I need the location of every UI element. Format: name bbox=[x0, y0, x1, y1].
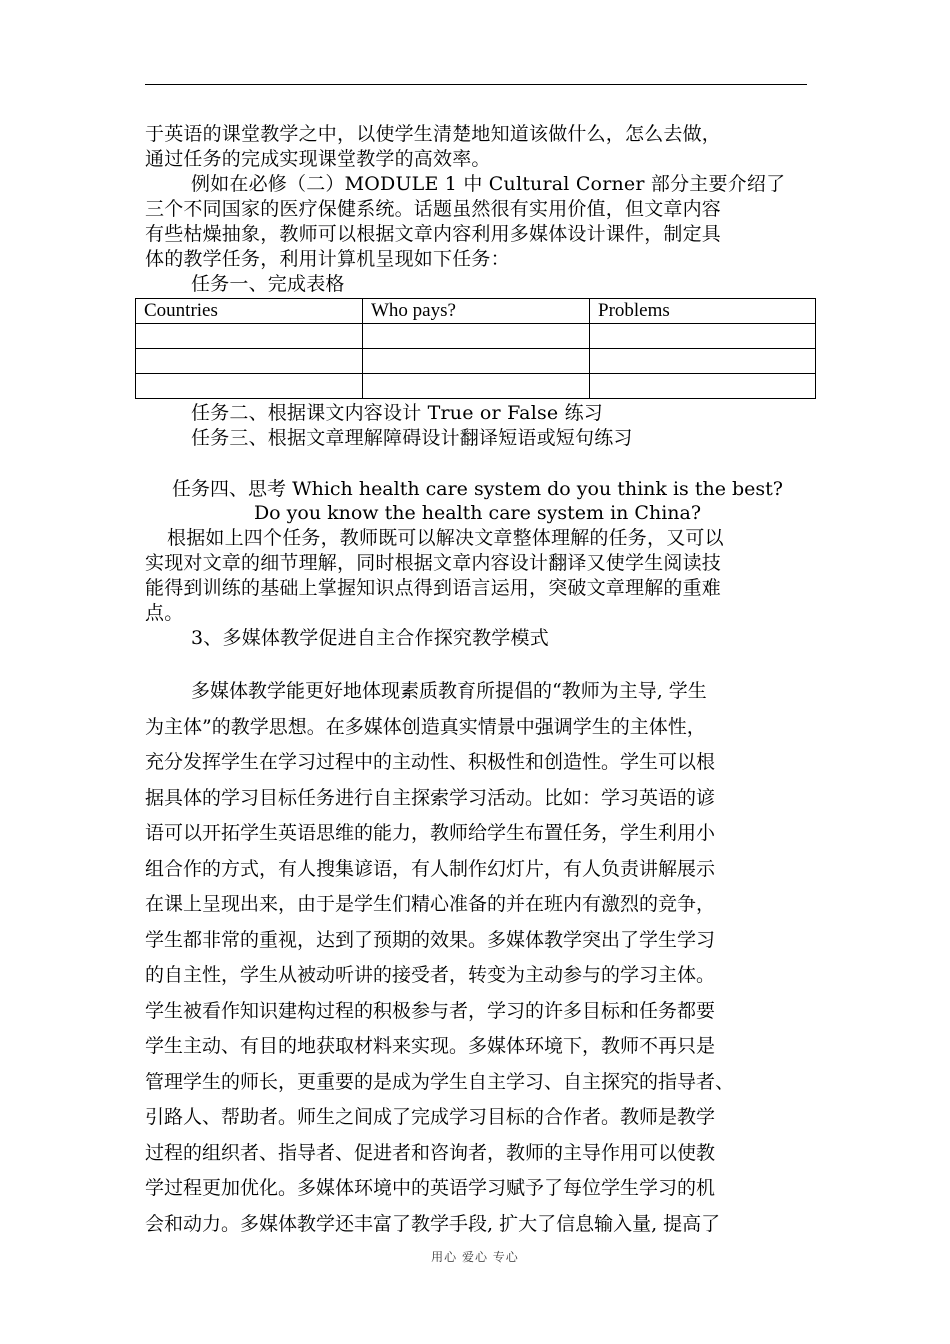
table-cell bbox=[590, 374, 816, 399]
table-cell bbox=[136, 324, 363, 349]
text-line: 的自主性，学生从被动听讲的接受者，转变为主动参与的学习主体。 bbox=[145, 964, 716, 986]
summary-paragraph bbox=[145, 526, 810, 626]
text-line: 在课上呈现出来，由于是学生们精心准备的并在班内有激烈的竞争， bbox=[145, 893, 716, 915]
text-line: 实现对文章的细节理解，同时根据文章内容设计翻译又使学生阅读技 bbox=[145, 552, 722, 574]
table-header-problems: Problems bbox=[590, 299, 816, 324]
section-heading-block bbox=[145, 626, 810, 651]
table-row bbox=[136, 349, 816, 374]
text-line: 三个不同国家的医疗保健系统。话题虽然很有实用价值，但文章内容 bbox=[145, 198, 722, 220]
table-cell bbox=[136, 374, 363, 399]
task4-line2: Do you know the health care system in China? bbox=[253, 502, 702, 524]
table-header-row bbox=[136, 299, 816, 324]
text-line: 学生被看作知识建构过程的积极参与者，学习的许多目标和任务都要 bbox=[145, 999, 716, 1022]
section-heading: 3、多媒体教学促进自主合作探究教学模式 bbox=[191, 627, 549, 649]
task4-line1: 任务四、思考 Which health care system do you think is the best? bbox=[172, 478, 783, 500]
text-line: 于英语的课堂教学之中，以使学生清楚地知道该做什么，怎么去做， bbox=[145, 123, 722, 145]
text-line: 例如在必修（二）MODULE 1 中 Cultural Corner 部分主要介绍了 bbox=[191, 173, 786, 195]
header-rule bbox=[145, 84, 807, 85]
table-cell bbox=[136, 349, 363, 374]
text-line: 学生都非常的重视，达到了预期的效果。多媒体教学突出了学生学习 bbox=[145, 928, 716, 951]
text-line: 管理学生的师长，更重要的是成为学生自主学习、自主探究的指导者、 bbox=[145, 1070, 735, 1093]
table-row bbox=[136, 374, 816, 399]
text-line: 通过任务的完成实现课堂教学的高效率。 bbox=[145, 148, 491, 170]
task1-label: 任务一、完成表格 bbox=[191, 273, 345, 295]
text-line: 点。 bbox=[145, 602, 184, 624]
text-line: 过程的组织者、指导者、促进者和咨询者，教师的主导作用可以使教 bbox=[145, 1141, 716, 1164]
text-line: 学生主动、有目的地获取材料来实现。多媒体环境下，教师不再只是 bbox=[145, 1035, 716, 1057]
text-line: 为主体”的教学思想。在多媒体创造真实情景中强调学生的主体性， bbox=[145, 715, 706, 738]
tasks-block bbox=[145, 401, 810, 451]
table-cell bbox=[363, 324, 590, 349]
text-line: 组合作的方式，有人搜集谚语，有人制作幻灯片，有人负责讲解展示 bbox=[145, 857, 716, 880]
text-line: 多媒体教学能更好地体现素质教育所提倡的“教师为主导, 学生 bbox=[191, 680, 707, 702]
table-header-countries: Countries bbox=[136, 299, 363, 324]
table-cell bbox=[363, 374, 590, 399]
text-line: 会和动力。多媒体教学还丰富了教学手段, 扩大了信息输入量, 提高了 bbox=[145, 1212, 721, 1235]
text-line: 引路人、帮助者。师生之间成了完成学习目标的合作者。教师是教学 bbox=[145, 1106, 716, 1128]
table-row bbox=[136, 324, 816, 349]
text-line: 据具体的学习目标任务进行自主探索学习活动。比如：学习英语的谚 bbox=[145, 786, 716, 809]
text-line: 有些枯燥抽象，教师可以根据文章内容利用多媒体设计课件，制定具 bbox=[145, 223, 722, 245]
main-paragraph bbox=[145, 674, 815, 1242]
intro-paragraph bbox=[145, 122, 810, 297]
text-line: 体的教学任务，利用计算机呈现如下任务： bbox=[145, 248, 510, 270]
table-header-who-pays: Who pays? bbox=[363, 299, 590, 324]
text-line: 能得到训练的基础上掌握知识点得到语言运用，突破文章理解的重难 bbox=[145, 577, 722, 599]
table-cell bbox=[363, 349, 590, 374]
text-line: 学过程更加优化。多媒体环境中的英语学习赋予了每位学生学习的机 bbox=[145, 1177, 716, 1199]
table-cell bbox=[590, 349, 816, 374]
task-table bbox=[135, 298, 816, 399]
table-cell bbox=[590, 324, 816, 349]
page-footer: 用心 爱心 专心 bbox=[431, 1250, 519, 1264]
text-line: 充分发挥学生在学习过程中的主动性、积极性和创造性。学生可以根 bbox=[145, 751, 716, 773]
task3-label: 任务三、根据文章理解障碍设计翻译短语或短句练习 bbox=[191, 427, 633, 449]
text-line: 根据如上四个任务，教师既可以解决文章整体理解的任务，又可以 bbox=[167, 527, 724, 549]
task2-label: 任务二、根据课文内容设计 True or False 练习 bbox=[191, 402, 604, 424]
text-line: 语可以开拓学生英语思维的能力，教师给学生布置任务，学生利用小 bbox=[145, 822, 716, 844]
